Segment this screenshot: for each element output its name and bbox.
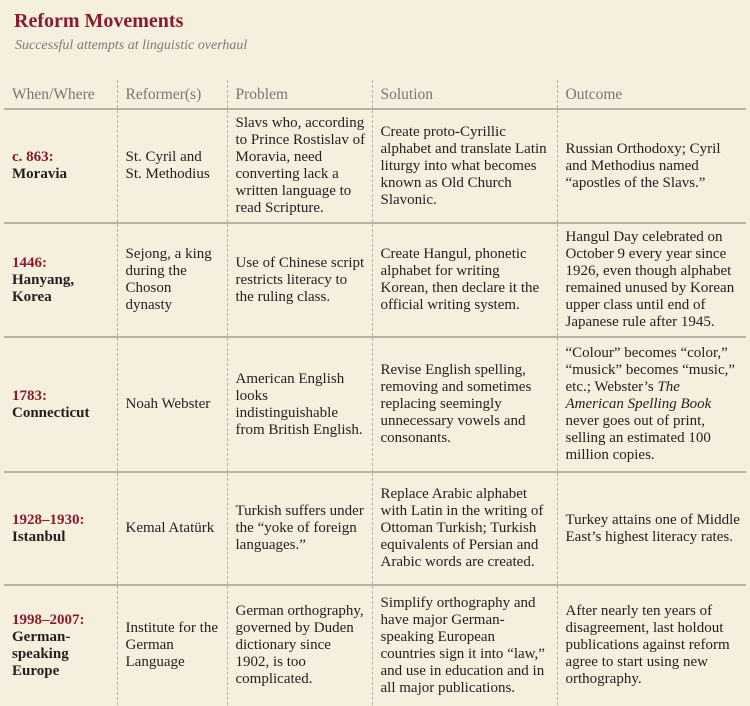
solution-cell: Create Hangul, phonetic alphabet for writing Korean, then declare it the official writing system. [372,223,557,337]
outcome-text: never goes out of print, selling an estimated 100 million copies. [565,413,711,463]
header-problem: Problem [227,80,372,109]
problem-cell: Turkish suffers under the “yoke of foreign languages.” [227,472,372,585]
table-row [4,585,746,705]
place-label: German-speaking Europe [12,628,71,679]
year-label: c. 863: [12,149,54,165]
reform-table [4,80,746,705]
when-where-cell [4,585,117,705]
when-where-cell [4,472,117,585]
place-label: Connecticut [12,404,90,421]
outcome-cell: Russian Orthodoxy; Cyril and Methodius named “apostles of the Slavs.” [557,109,746,223]
table-row [4,223,746,337]
reformer-cell: Sejong, a king during the Choson dynasty [117,223,227,337]
outcome-cell [557,337,746,472]
solution-cell: Revise English spelling, removing and sometimes replacing seemingly unnecessary vowels and consonants. [372,337,557,472]
year-label: 1783: [12,387,47,404]
page-subtitle: Successful attempts at linguistic overhaul [15,38,248,53]
year-label: 1446: [12,254,47,271]
when-where-cell [4,337,117,472]
when-where-cell [4,223,117,337]
place-label: Hanyang, Korea [12,271,75,305]
solution-cell: Simplify orthography and have major German-speaking European countries sign it into “law,” and use in education and in all major publications. [372,585,557,705]
place-label: Moravia [12,166,67,182]
table-row [4,337,746,472]
page-title: Reform Movements [14,10,184,32]
reformer-cell: Noah Webster [117,337,227,472]
reformer-cell: Institute for the German Language [117,585,227,705]
header-reformers: Reformer(s) [117,80,227,109]
reformer-cell: Kemal Atatürk [117,472,227,585]
reformer-cell: St. Cyril and St. Methodius [117,109,227,223]
place-label: Istanbul [12,528,66,545]
outcome-cell: Turkey attains one of Middle East’s highest literacy rates. [557,472,746,585]
problem-cell: American English looks indistinguishable from British English. [227,337,372,472]
table-row [4,109,746,223]
header-solution: Solution [372,80,557,109]
outcome-cell: After nearly ten years of disagreement, last holdout publications against reform agree to start using new orthography. [557,585,746,705]
outcome-cell: Hangul Day celebrated on October 9 every year since 1926, even though alphabet remained unused by Korean upper class until end of Japanese rule after 1945. [557,223,746,337]
outcome-text: “Colour” becomes “color,” “musick” becomes “music,” etc.; Webster’s [565,345,736,395]
problem-cell: Use of Chinese script restricts literacy to the ruling class. [227,223,372,337]
when-where-cell [4,109,117,223]
problem-cell: German orthography, governed by Duden dictionary since 1902, is too complicated. [227,585,372,705]
header-when-where: When/Where [4,80,117,109]
book-title: The American Spelling Book [565,379,712,412]
solution-cell: Replace Arabic alphabet with Latin in the writing of Ottoman Turkish; Turkish equivalents of Persian and Arabic words are created. [372,472,557,585]
year-label: 1928–1930: [12,511,85,528]
table-row [4,472,746,585]
header-row [4,80,746,109]
problem-cell: Slavs who, according to Prince Rostislav of Moravia, need converting lack a written language to read Scripture. [227,109,372,223]
solution-cell: Create proto-Cyrillic alphabet and translate Latin liturgy into what becomes known as Old Church Slavonic. [372,109,557,223]
header-outcome: Outcome [557,80,746,109]
year-label: 1998–2007: [12,611,85,628]
